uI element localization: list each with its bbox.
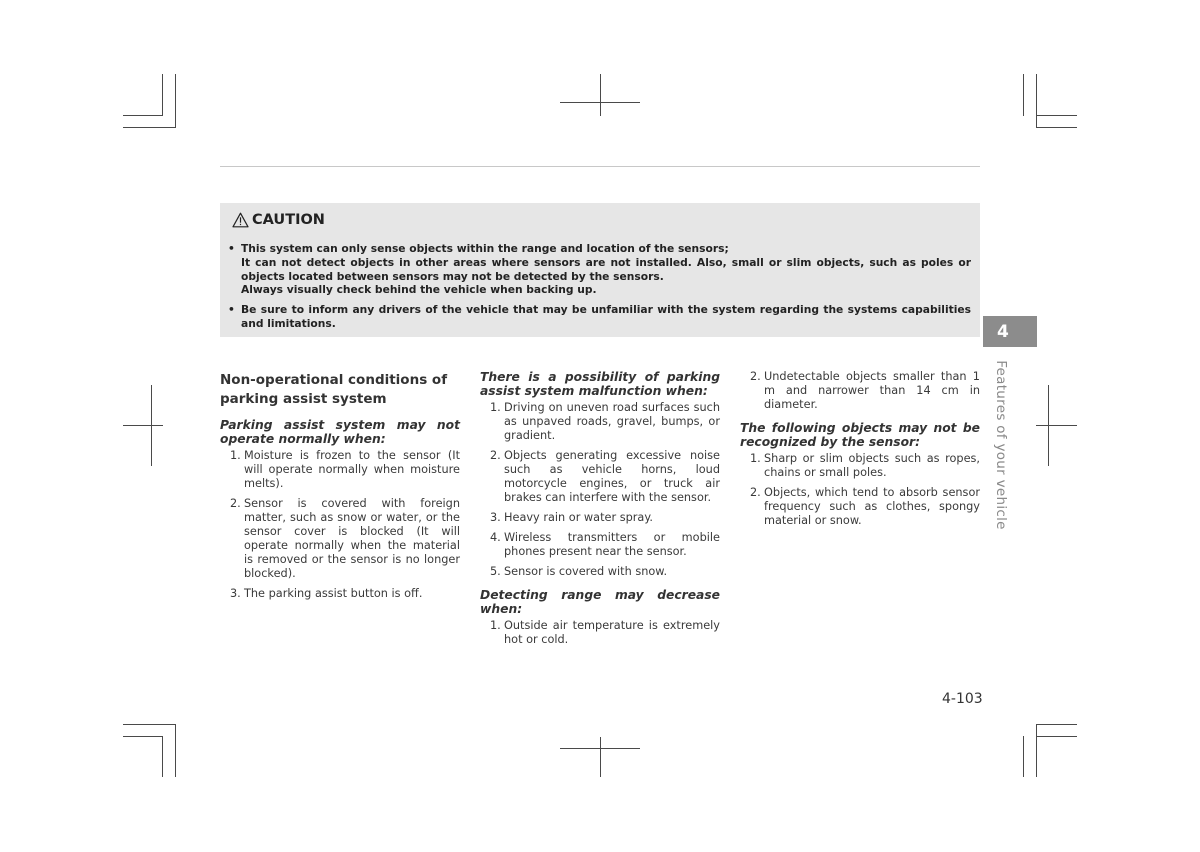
caution-bullet: • Be sure to inform any drivers of the vehicle that may be unfamiliar with the system regarding the systems capabilities and limitations.: [228, 303, 971, 330]
numbered-list: [480, 619, 720, 647]
list-item: 1. Sharp or slim objects such as ropes, chains or small poles.: [750, 452, 980, 479]
chapter-tab: 4: [983, 316, 1037, 347]
caution-text: This system can only sense objects within the range and location of the sensors;: [241, 242, 729, 255]
crop-mark: [123, 724, 176, 725]
caution-heading: [232, 212, 971, 228]
list-item: 3. The parking assist button is off.: [230, 587, 423, 600]
list-item: 5. Sensor is covered with snow.: [490, 565, 668, 578]
section-title: Non-operational conditions of parking assist system: [220, 372, 448, 407]
page-number: 4-103: [942, 691, 983, 707]
numbered-list: [740, 370, 980, 412]
crop-mark: [175, 74, 176, 128]
caution-text: It can not detect objects in other areas where sensors are not installed. Also, small or slim objects, such as poles or objects located between sensors may not be detected by the sensors.: [241, 255, 971, 283]
crop-mark: [1036, 724, 1077, 725]
text-column-3: [740, 370, 980, 537]
numbered-list: [220, 449, 460, 601]
list-item: 1. Outside air temperature is extremely hot or cold.: [490, 619, 720, 646]
crop-mark: [123, 115, 163, 116]
crop-mark: [175, 724, 176, 777]
crop-mark: [123, 127, 176, 128]
text-column-1: [220, 370, 460, 610]
crop-mark: [600, 74, 601, 116]
crop-mark: [123, 736, 163, 737]
list-item: 2. Sensor is covered with foreign matter, such as snow or water, or the sensor cover is blocked (It will operate normally when the material is removed or the sensor is no longer blocked).: [230, 497, 460, 580]
crop-mark: [162, 74, 163, 116]
crop-mark: [600, 737, 601, 777]
crop-mark: [560, 748, 640, 749]
caution-text: Be sure to inform any drivers of the vehicle that may be unfamiliar with the system regarding the systems capabilities and limitations.: [241, 303, 971, 330]
list-item: 1. Moisture is frozen to the sensor (It will operate normally when moisture melts).: [230, 449, 460, 490]
crop-mark: [560, 102, 640, 103]
caution-box: [220, 203, 980, 337]
header-rule: [220, 166, 980, 167]
text-column-2: [480, 370, 720, 656]
list-item: 3. Heavy rain or water spray.: [490, 511, 653, 524]
list-item: 2. Objects generating excessive noise such as vehicle horns, loud motorcycle engines, or truck air brakes can interfere with the sensor.: [490, 449, 720, 504]
crop-mark: [1036, 736, 1077, 737]
subheading: The following objects may not be recognized by the sensor:: [740, 421, 980, 449]
crop-mark: [1036, 724, 1037, 777]
crop-mark: [1036, 74, 1037, 128]
list-item: 2. Undetectable objects smaller than 1 m and narrower than 14 cm in diameter.: [750, 370, 980, 411]
subheading: There is a possibility of parking assist system malfunction when:: [480, 370, 720, 398]
list-item: 2. Objects, which tend to absorb sensor frequency such as clothes, spongy material or snow.: [750, 486, 980, 527]
warning-triangle-icon: [232, 212, 249, 228]
subheading: Parking assist system may not operate normally when:: [220, 418, 460, 446]
crop-mark: [162, 736, 163, 777]
numbered-list: [480, 401, 720, 579]
list-item: 1. Driving on uneven road surfaces such as unpaved roads, gravel, bumps, or gradient.: [490, 401, 720, 442]
caution-title: CAUTION: [252, 212, 325, 228]
crop-mark: [1036, 115, 1077, 116]
crop-mark: [1023, 74, 1024, 116]
caution-list: [228, 242, 971, 331]
crop-mark: [123, 425, 163, 426]
chapter-label: Features of your vehicle: [993, 360, 1009, 530]
subheading: Detecting range may decrease when:: [480, 588, 720, 616]
numbered-list: [740, 452, 980, 528]
crop-mark: [1036, 425, 1077, 426]
list-item: 4. Wireless transmitters or mobile phones present near the sensor.: [490, 531, 720, 558]
crop-mark: [1036, 127, 1077, 128]
caution-bullet: • This system can only sense objects within the range and location of the sensors; It can not detect objects in other areas where sensors are not installed. Also, small or slim objects, such as poles or objects located between sensors may not be detected by the sensors. Always visually check behind the vehicle when backing up.: [228, 242, 971, 297]
caution-text: Always visually check behind the vehicle when backing up.: [241, 283, 597, 297]
crop-mark: [1023, 736, 1024, 777]
